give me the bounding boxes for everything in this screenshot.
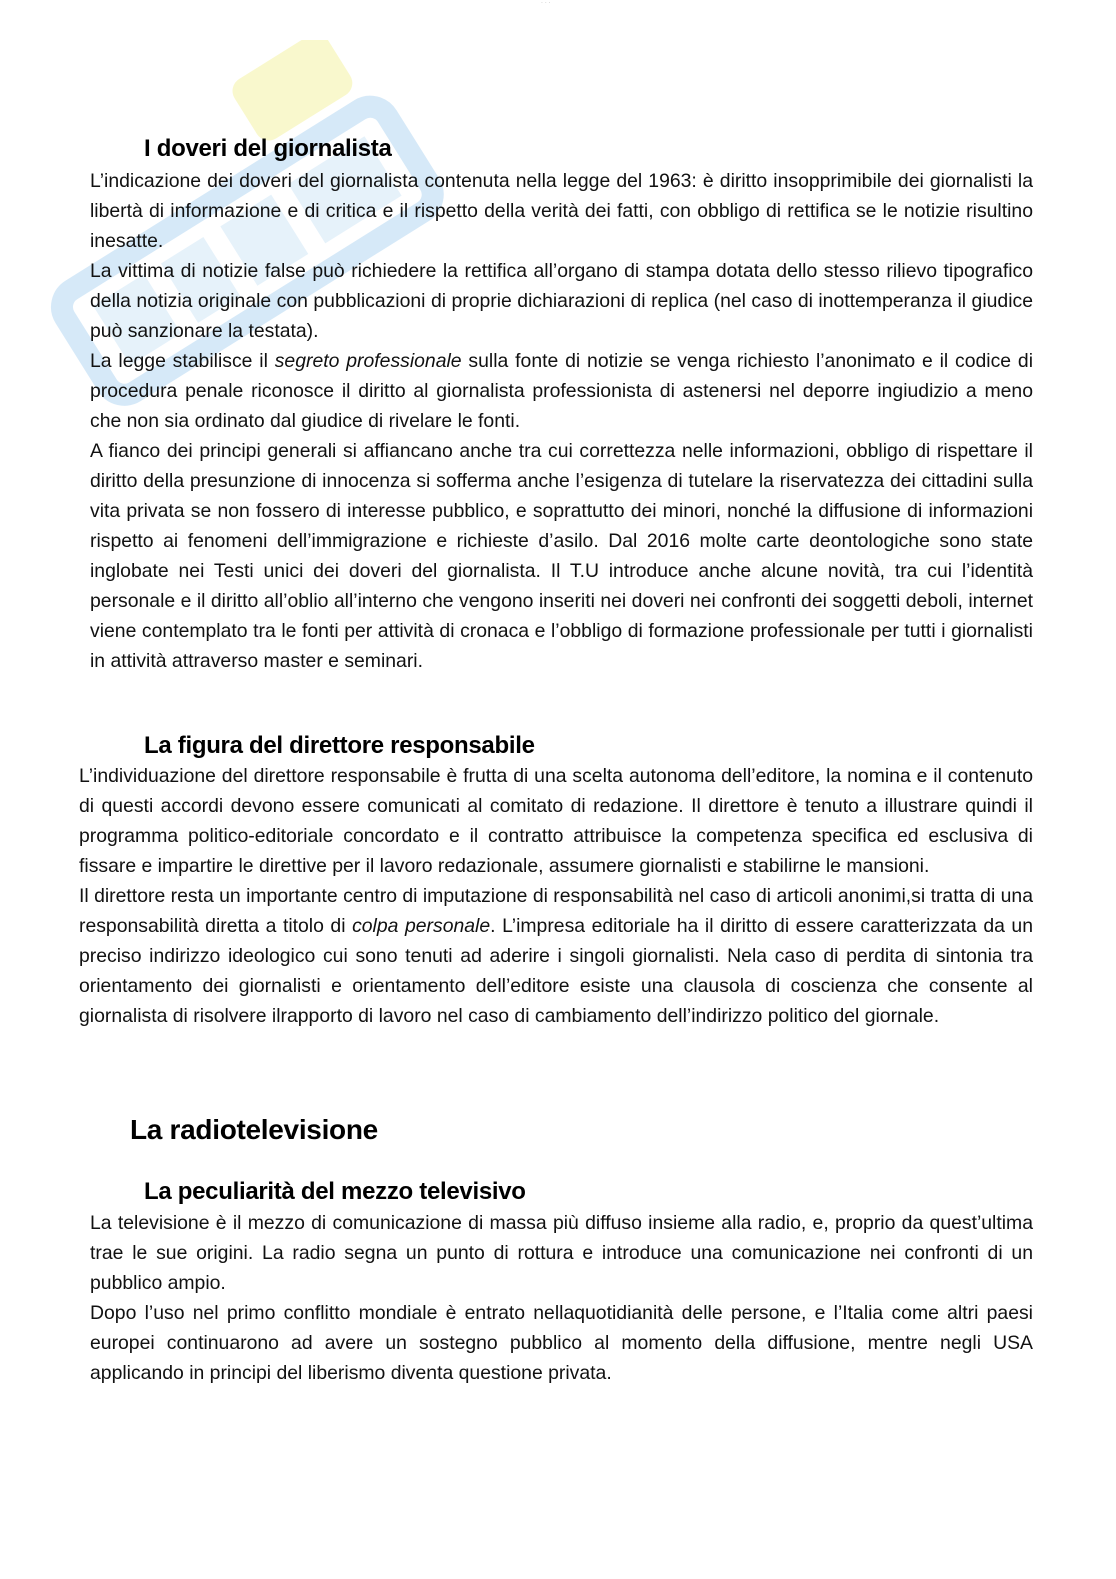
chapter-title: La radiotelevisione (130, 1114, 378, 1145)
emphasis: colpa personale (352, 915, 491, 937)
paragraph: La legge stabilisce il segreto professionale sulla fonte di notizie se venga richiesto l’anonimato e il codice di procedura penale riconosce il diritto al giornalista professionista di astenersi nel deporre ingiudizio a meno che non sia ordinato dal giudice di rivelare le fonti. (90, 350, 1034, 432)
paragraph: La televisione è il mezzo di comunicazione di massa più diffuso insieme alla radio, e, proprio da quest’ultima trae le sue origini. La radio segna un punto di rottura e introduce una comunicazione nei confronti di un pubblico ampio. (90, 1212, 1033, 1294)
section-body-direttore (79, 761, 1033, 1031)
paragraph: L’individuazione del direttore responsabile è frutta di una scelta autonoma dell’editore, la nomina e il contenuto di questi accordi devono essere comunicati al comitato di redazione. Il direttore è tenuto a illustrare quindi il programma politico-editoriale concordato e il contratto attribuisce la competenza specifica ed esclusiva di fissare e impartire le direttive per il lavoro redazionale, assumere giornalisti e stabilirne le mansioni. (79, 765, 1033, 877)
section-body-peculiarita (90, 1208, 1033, 1388)
top-mark: · · · (541, 0, 551, 7)
paragraph: L’indicazione dei doveri del giornalista contenuta nella legge del 1963: è diritto insopprimibile dei giornalisti la libertà di informazione e di critica e il rispetto della verità dei fatti, con obbligo di rettifica se le notizie risultino inesatte. (90, 170, 1033, 252)
paragraph: La vittima di notizie false può richiedere la rettifica all’organo di stampa dotata dello stesso rilievo tipografico della notizia originale con pubblicazioni di proprie dichiarazioni di replica (nel caso di inottemperanza il giudice può sanzionare la testata). (90, 260, 1033, 342)
paragraph: Il direttore resta un importante centro di imputazione di responsabilità nel caso di articoli anonimi,si tratta di una responsabilità diretta a titolo di colpa personale. L’impresa editoriale ha il diritto di essere caratterizzata da un preciso indirizzo ideologico cui sono tenuti ad aderire i singoli giornalisti. Nela caso di perdita di sintonia tra orientamento dei giornalisti e orientamento dell’editore esiste una clausola di coscienza che consente al giornalista di risolvere ilrapporto di lavoro nel caso di cambiamento dell’indirizzo politico del giornale. (79, 885, 1034, 1027)
paragraph: Dopo l’uso nel primo conflitto mondiale è entrato nellaquotidianità delle persone, e l’Italia come altri paesi europei continuarono ad avere un sostegno pubblico al momento della diffusione, mentre negli USA applicando in principi del liberismo diventa questione privata. (90, 1302, 1033, 1384)
section-title-peculiarita: La peculiarità del mezzo televisivo (144, 1178, 526, 1205)
emphasis: segreto professionale (274, 350, 462, 372)
section-title-doveri: I doveri del giornalista (144, 135, 392, 162)
section-body-doveri (90, 166, 1033, 676)
paragraph: A fianco dei principi generali si affiancano anche tra cui correttezza nelle informazioni, obbligo di rispettare il diritto della presunzione di innocenza si sofferma anche l’esigenza di tutelare la riservatezza dei cittadini sulla vita privata se non fossero di interesse pubblico, e soprattutto dei minori, nonché la diffusione di informazioni rispetto ai fenomeni dell’immigrazione e richieste d’asilo. Dal 2016 molte carte deontologiche sono state inglobate nei Testi unici dei doveri del giornalista. Il T.U introduce anche alcune novità, tra cui l’identità personale e il diritto all’oblio all’interno che vengono inseriti nei doveri nei confronti dei soggetti deboli, internet viene contemplato tra le fonti per attività di cronaca e l’obbligo di formazione professionale per tutti i giornalisti in attività attraverso master e seminari. (90, 440, 1033, 672)
section-title-direttore: La figura del direttore responsabile (144, 732, 535, 759)
